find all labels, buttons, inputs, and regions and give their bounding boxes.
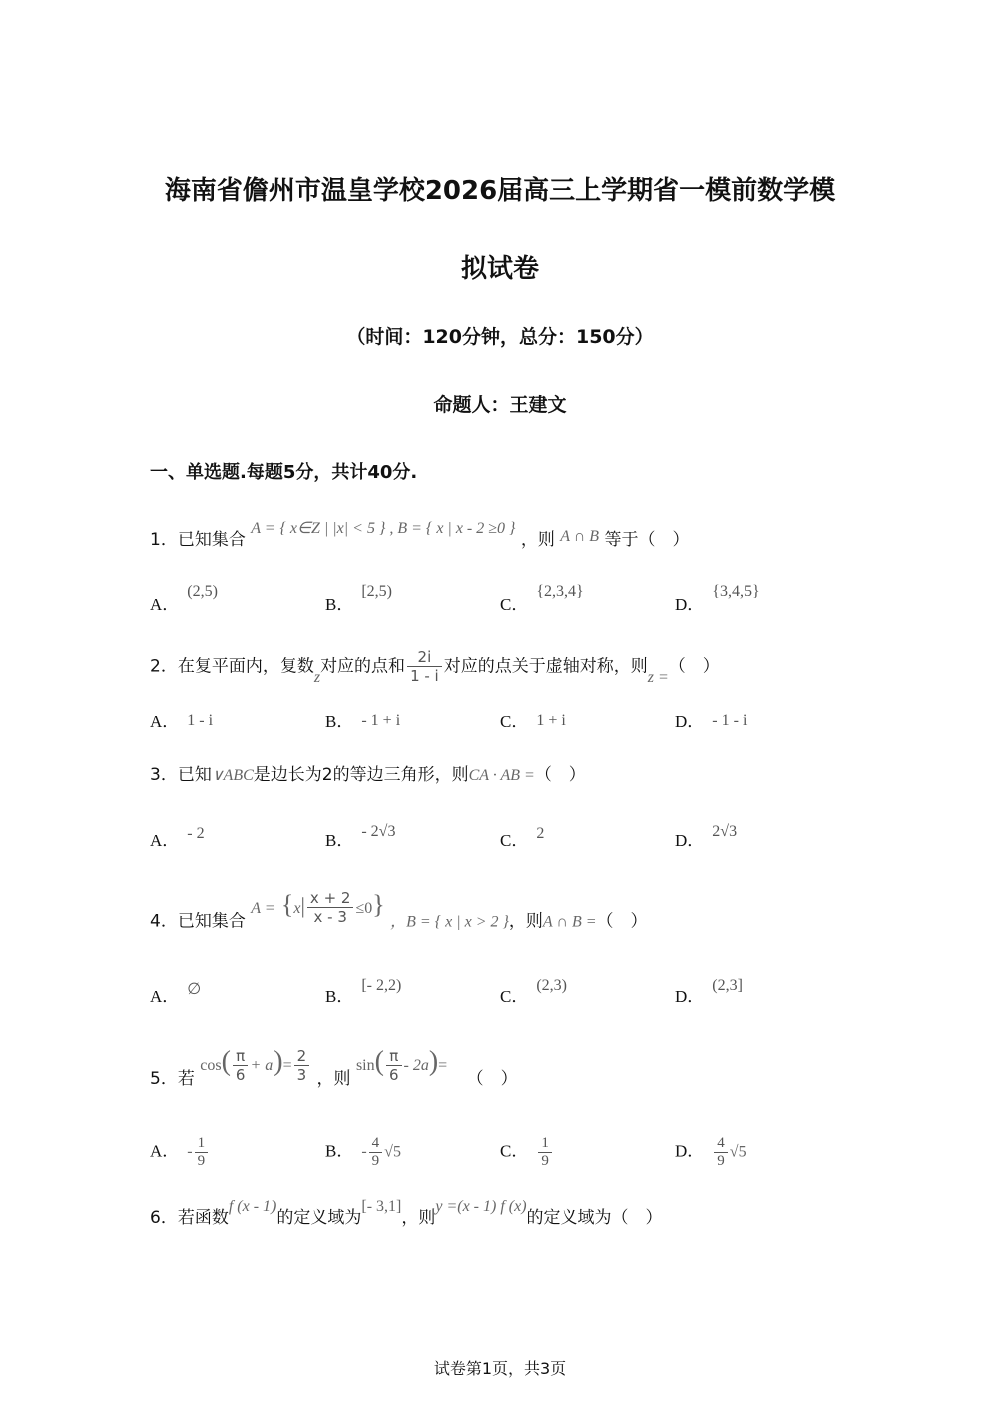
question-2-suffix: （ ） <box>668 656 720 677</box>
option-value: - 2 <box>187 825 205 842</box>
cos-func: cos <box>200 1057 222 1074</box>
fraction-numerator: x + 2 <box>307 889 354 908</box>
question-6-mid: 的定义域为 <box>276 1208 362 1228</box>
sin-func: sin <box>355 1057 375 1074</box>
option-value: (2,5) <box>187 583 218 600</box>
question-4-mid: ，则 <box>508 911 543 932</box>
q5-option-c[interactable] <box>500 1135 554 1170</box>
q4-option-a[interactable] <box>150 981 202 1007</box>
option-label: B． <box>325 1141 354 1161</box>
fraction-numerator: 1 <box>195 1135 209 1153</box>
equals: = <box>282 1057 292 1074</box>
question-5-suffix: （ ） <box>466 1069 518 1089</box>
q4-option-d[interactable] <box>675 977 743 1007</box>
question-2-prefix: 2．在复平面内，复数 <box>150 656 314 677</box>
option-label: B． <box>325 987 354 1006</box>
fraction-denominator: 6 <box>235 1065 246 1084</box>
q5-option-b[interactable] <box>325 1135 401 1170</box>
q3-option-a[interactable] <box>150 825 205 851</box>
option-sign: - <box>361 1143 367 1161</box>
option-value: 2 <box>536 825 545 842</box>
question-1-math2: A ∩ B <box>560 528 600 545</box>
question-1-math: A = { x∈Z | |x| < 5 } , B = { x | x - 2 ≥0 } <box>251 520 516 537</box>
question-2-mid: 对应的点和 <box>320 656 406 677</box>
option-fraction <box>538 1135 552 1170</box>
page-footer: 试卷第1页，共3页 <box>433 1359 567 1378</box>
question-5 <box>150 1046 518 1098</box>
question-4-set-b: ，B = { x | x > 2 } <box>390 913 509 931</box>
question-4-set-a <box>251 889 390 926</box>
option-label: B． <box>325 595 354 614</box>
question-6-math2: [- 3,1] <box>361 1198 402 1215</box>
fraction-denominator: 9 <box>541 1153 549 1169</box>
question-6-mid2: ，则 <box>401 1208 436 1228</box>
option-root: √5 <box>384 1143 401 1161</box>
option-value: (2,3] <box>712 977 743 994</box>
q4-option-b[interactable] <box>325 977 402 1007</box>
fraction-denominator: 9 <box>717 1153 725 1169</box>
minus-2a: - 2a <box>403 1057 429 1074</box>
option-value: 1 + i <box>536 712 566 729</box>
option-value: {3,4,5} <box>712 583 760 600</box>
paren-close: ) <box>273 1046 283 1077</box>
question-1 <box>150 520 690 550</box>
set-a-symbol: A = <box>251 899 276 917</box>
option-value: (2,3) <box>536 977 567 994</box>
question-5-cos-expr <box>200 1046 316 1084</box>
set-le: ≤0 <box>355 899 373 917</box>
q5-option-d[interactable] <box>675 1135 747 1170</box>
fraction-denominator: 3 <box>296 1065 307 1084</box>
question-5-sin-expr <box>355 1046 453 1084</box>
question-1-suffix: 等于（ ） <box>604 530 690 550</box>
question-6 <box>150 1198 663 1228</box>
option-label: A． <box>150 595 180 614</box>
set-brace-close: } <box>372 889 385 919</box>
option-label: A． <box>150 1141 180 1161</box>
set-brace-open: { <box>280 889 294 919</box>
option-label: C． <box>500 831 529 850</box>
option-value: [2,5) <box>361 583 392 600</box>
set-bar: | <box>300 892 305 918</box>
question-4-prefix: 4．已知集合 <box>150 911 246 932</box>
q1-option-c[interactable] <box>500 583 584 615</box>
question-2-mid2: 对应的点关于虚轴对称，则 <box>443 656 648 677</box>
question-1-prefix: 1．已知集合 <box>150 530 246 550</box>
question-4-suffix: （ ） <box>596 911 648 932</box>
time-info: （时间：120分钟，总分：150分） <box>346 326 654 348</box>
author: 命题人：王建文 <box>433 394 567 416</box>
option-value: - 2√3 <box>361 823 396 840</box>
question-2-z: z <box>313 668 321 686</box>
question-3-mid: 是边长为2的等边三角形，则 <box>253 765 469 785</box>
question-5-mid: ，则 <box>316 1069 351 1089</box>
q4-option-c[interactable] <box>500 977 567 1007</box>
q3-option-c[interactable] <box>500 825 545 851</box>
title-line-2: 拟试卷 <box>460 254 539 284</box>
question-6-math: f (x - 1) <box>228 1198 277 1215</box>
option-root: √5 <box>729 1143 747 1161</box>
set-var: x <box>293 899 301 917</box>
question-4-fraction <box>307 889 354 926</box>
question-3 <box>150 760 586 785</box>
q1-option-a[interactable] <box>150 583 218 615</box>
option-fraction <box>714 1135 728 1170</box>
fraction-denominator: 6 <box>388 1065 399 1084</box>
option-label: A． <box>150 831 180 850</box>
fraction-denominator: x - 3 <box>313 908 347 926</box>
pi-over-6-fraction <box>386 1047 402 1084</box>
q5-option-a[interactable] <box>150 1135 210 1170</box>
option-label: D． <box>675 1141 705 1161</box>
question-2-z-eq: z = <box>647 668 669 686</box>
question-3-math2: CA · AB = <box>468 767 535 784</box>
fraction-numerator: 2 <box>294 1047 310 1066</box>
option-label: C． <box>500 1141 529 1161</box>
fraction-denominator: 9 <box>197 1153 206 1169</box>
option-label: B． <box>325 831 354 850</box>
option-label: C． <box>500 712 529 731</box>
q2-option-d[interactable] <box>675 707 748 732</box>
option-label: D． <box>675 595 705 614</box>
question-5-prefix: 5．若 <box>150 1069 195 1089</box>
two-thirds-fraction <box>294 1047 310 1084</box>
option-label: C． <box>500 987 529 1006</box>
option-value: {2,3,4} <box>536 583 584 600</box>
option-value: - 1 - i <box>712 712 748 729</box>
paren-open: ( <box>374 1046 384 1077</box>
fraction-numerator: 4 <box>369 1135 383 1153</box>
q1-option-d[interactable] <box>675 583 760 615</box>
q1-option-b[interactable] <box>325 583 392 615</box>
question-6-prefix: 6．若函数 <box>150 1208 229 1228</box>
option-value: ∅ <box>187 981 202 998</box>
equals: = <box>438 1057 448 1074</box>
option-label: D． <box>675 831 705 850</box>
fraction-denominator: 9 <box>371 1153 380 1169</box>
paren-open: ( <box>221 1046 231 1077</box>
pi-over-6-fraction <box>233 1047 249 1084</box>
option-label: A． <box>150 987 180 1006</box>
question-6-math3: y =(x - 1) f (x) <box>435 1198 527 1215</box>
option-sign: - <box>187 1143 193 1161</box>
question-3-math: ∨ABC <box>211 767 254 784</box>
plus-a: + a <box>250 1057 274 1074</box>
option-value: [- 2,2) <box>361 977 402 994</box>
question-2-fraction <box>407 648 442 685</box>
question-3-suffix: （ ） <box>534 765 586 785</box>
option-value: - 1 + i <box>361 712 401 729</box>
fraction-numerator: π <box>233 1047 249 1066</box>
question-1-then: ，则 <box>520 530 555 550</box>
paren-close: ) <box>428 1046 439 1077</box>
title-line-1: 海南省儋州市温皇学校2026届高三上学期省一模前数学模 <box>164 176 836 206</box>
option-label: B． <box>325 712 354 731</box>
q3-option-b[interactable] <box>325 823 396 851</box>
q3-option-d[interactable] <box>675 823 738 851</box>
option-label: A． <box>150 712 180 731</box>
question-4 <box>150 889 648 940</box>
fraction-numerator: 1 <box>538 1135 552 1153</box>
option-fraction <box>195 1135 209 1170</box>
option-label: C． <box>500 595 529 614</box>
option-fraction <box>369 1135 383 1170</box>
fraction-numerator: π <box>386 1047 402 1066</box>
option-label: D． <box>675 987 705 1006</box>
question-3-prefix: 3．已知 <box>150 765 212 785</box>
option-label: D． <box>675 712 705 731</box>
section-heading: 一、单选题.每题5分，共计40分. <box>150 462 418 483</box>
option-value: 2√3 <box>712 823 738 840</box>
question-6-suffix: 的定义域为（ ） <box>526 1208 663 1228</box>
fraction-denominator: 1 - i <box>410 667 439 685</box>
fraction-numerator: 2i <box>407 648 442 667</box>
q2-option-a[interactable] <box>150 707 214 732</box>
option-value: 1 - i <box>187 712 214 729</box>
fraction-numerator: 4 <box>714 1135 728 1153</box>
question-2 <box>150 648 720 685</box>
q2-option-c[interactable] <box>500 707 566 732</box>
q2-option-b[interactable] <box>325 707 401 732</box>
question-4-math2: A ∩ B = <box>542 913 597 931</box>
